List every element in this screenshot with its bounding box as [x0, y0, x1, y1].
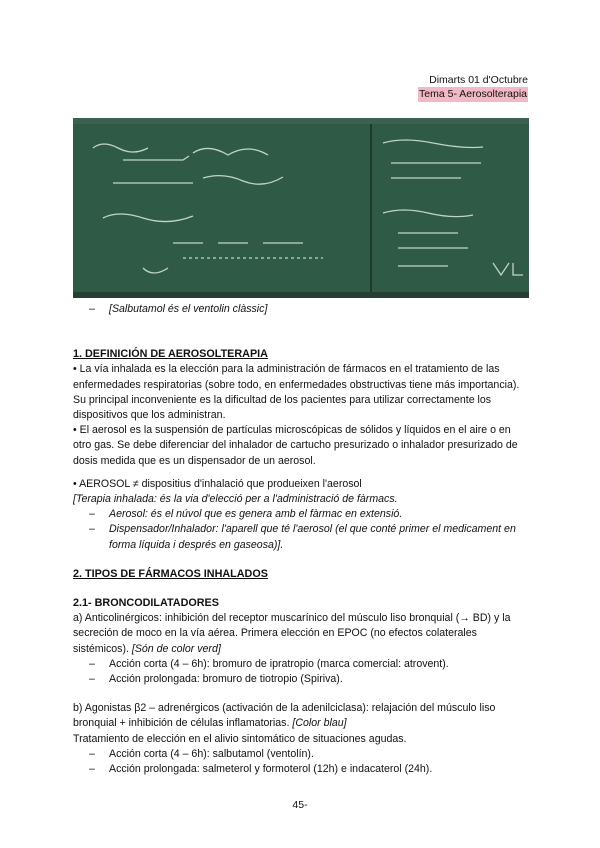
beta2-line2: Tratamiento de elección en el alivio sintomático de situaciones agudas. [73, 732, 407, 745]
beta2-paragraph [73, 701, 528, 731]
beta2-item: – Acción prolongada: salmeterol y formoterol (12h) e indacaterol (24h). [73, 762, 528, 777]
section1-paragraph-3: • AEROSOL ≠ dispositius d'inhalació que produeixen l'aerosol [73, 477, 362, 490]
section1-title: 1. DEFINICIÓN DE AEROSOLTERAPIA [73, 348, 268, 361]
section1-paragraph-1: • La vía inhalada es la elección para la administración de fármacos en el tratamiento de las enfermedades respiratorias (sobre todo, en enfermedades obstructivas tiene más importancia). Su principal inconveniente es la dificultad de los pacientes para utilizar correctamente los dispositivos que los administran. [73, 363, 520, 422]
anticholinergics-text: a) Anticolinérgicos: inhibición del receptor muscarínico del músculo liso bronquial (→ BD) y la secreción de moco en la vía aérea. Primera elección en EPOC (no efectos colaterales sistémicos). [73, 612, 511, 655]
page-number: 45- [292, 799, 308, 811]
beta2-item: – Acción corta (4 – 6h): salbutamol (ventolín). [73, 747, 528, 762]
header-date: Dimarts 01 d'Octubre [429, 74, 528, 86]
anticholinergics-note: [Són de color verd] [131, 642, 221, 655]
section1-list-item: – Dispensador/Inhalador: l'aparell que té l'aerosol (el que conté primer el medicament en forma líquida i després en gaseosa)]. [73, 522, 528, 552]
section2-title: 2. TIPOS DE FÁRMACOS INHALADOS [73, 567, 268, 580]
blackboard-photo [73, 118, 529, 298]
section2-subtitle: 2.1- BRONCODILATADORES [73, 597, 219, 610]
beta2-text: b) Agonistas β2 – adrenérgicos (activación de la adenilciclasa): relajación del músculo liso bronquial + inhibición de células inflamatorias. [73, 702, 496, 730]
beta2-note: [Color blau] [292, 717, 347, 730]
header-topic-highlight: Tema 5- Aerosolterapia [418, 87, 528, 102]
anticholinergics-item: – Acción corta (4 – 6h): bromuro de ipratropio (marca comercial: atrovent). [73, 657, 528, 672]
anticholinergics-item: – Acción prolongada: bromuro de tiotropio (Spiriva). [73, 672, 528, 687]
anticholinergics-paragraph [73, 611, 528, 657]
section1-paragraph-2: • El aerosol es la suspensión de partículas microscópicas de sólidos y líquidos en el aire o en otro gas. Se debe diferenciar del inhalador de cartucho presurizado o inhalador presurizado de dosis medida que es un dispensador de un aerosol. [73, 424, 518, 467]
section1-list-item: – Aerosol: és el núvol que es genera amb el fàrmac en extensió. [73, 507, 528, 522]
section1-paragraph-4: [Terapia inhalada: és la via d'elecció per a l'administració de fàrmacs. [73, 493, 398, 506]
photo-caption: – [Salbutamol és el ventolin clàssic] [73, 302, 528, 317]
